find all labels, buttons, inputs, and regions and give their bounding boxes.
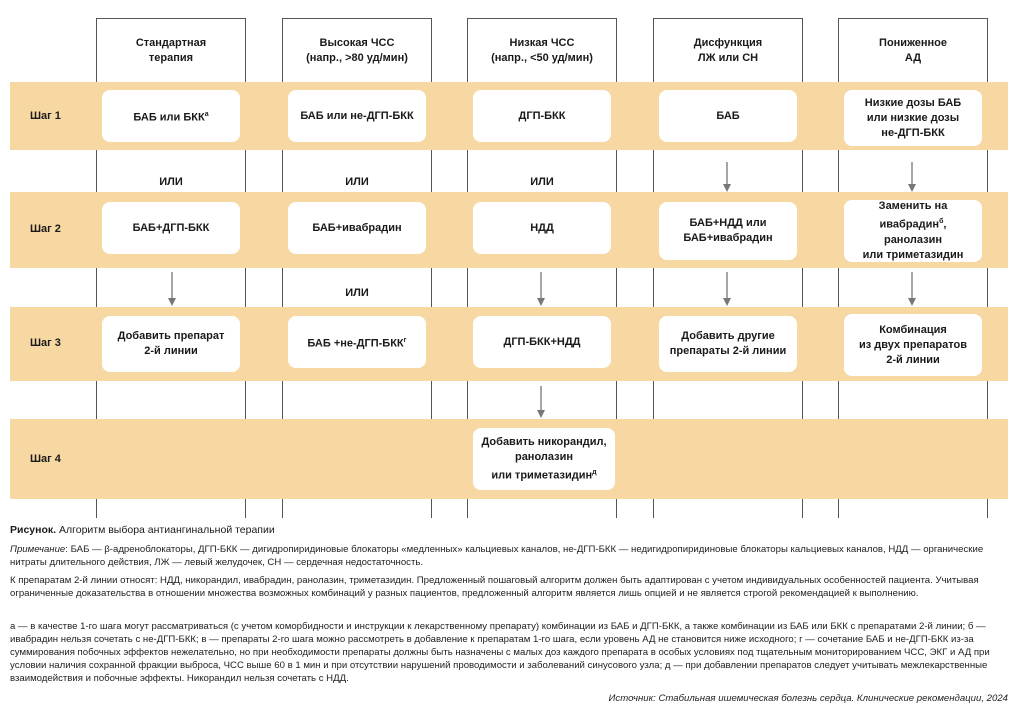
note-paragraph: Примечание: БАБ — β-адреноблокаторы, ДГП-БКК — дигидропиридиновые блокаторы «медленных» кальциевых каналов, не-ДГП-БКК — недигидропиридиновые блокаторы кальциевых каналов, НДД — органические нитраты длительного действия, ЛЖ — левый желудочек, СН — сердечная недостаточность. — [10, 544, 984, 568]
card-s2-low-bp: Заменить на ивабрадин$^б$, ранолазин или триметазидин — [844, 200, 982, 262]
card-s3-high-hr: БАБ $+не-ДГП-БКК^г$ — [288, 316, 426, 368]
card-s3-low-bp: Комбинация из двух препаратов 2-й линии — [844, 314, 982, 376]
column-header-high-hr: Высокая ЧСС (напр., >80 уд/мин) — [306, 37, 408, 64]
column-header-standard: Стандартная терапия — [135, 37, 207, 64]
card-s3-lv-dysfunction: Добавить другие препараты 2-й линии — [659, 316, 797, 372]
card-s4-low-hr: Добавить никорандил, ранолазин или триметазидин$^д$ — [473, 428, 615, 490]
or-label-s1-low-hr: ИЛИ — [530, 176, 554, 188]
card-s1-standard: БАБ или $БКК^а$ — [102, 90, 240, 142]
card-s3-standard: Добавить препарат 2-й линии — [102, 316, 240, 372]
column-header-lv-dysfunction: Дисфункция ЛЖ или СН — [693, 37, 763, 64]
figure-caption: Рисунок. Алгоритм выбора антиангинальной терапии — [10, 524, 275, 536]
or-label-s2-high-hr: ИЛИ — [345, 287, 369, 299]
card-s2-high-hr: БАБ+ивабрадин — [288, 202, 426, 254]
or-label-s1-standard: ИЛИ — [159, 176, 183, 188]
source-line: Источник: Стабильная ишемическая болезнь сердца. Клинические рекомендации, 2024 — [608, 693, 1008, 704]
card-s1-low-bp: Низкие дозы БАБ или низкие дозы не-ДГП-БКК — [844, 90, 982, 146]
second-line-paragraph: К препаратам 2-й линии относят: НДД, никорандил, ивабрадин, ранолазин, триметазидин. Предложенный пошаговый алгоритм должен быть адаптирован с учетом индивидуальных особенностей пациента. Учитывая ограниченные доказательства в отношении множества возможных комбинаций у разных пациентов, предложенный алгоритм является лишь опцией и не является строгой рекомендацией к выполнению. — [10, 575, 979, 599]
card-s3-low-hr: ДГП-БКК+НДД — [473, 316, 611, 368]
card-s1-lv-dysfunction: БАБ — [659, 90, 797, 142]
column-header-low-hr: Низкая ЧСС (напр., <50 уд/мин) — [491, 37, 593, 64]
or-label-s1-high-hr: ИЛИ — [345, 176, 369, 188]
card-s1-high-hr: БАБ или не-ДГП-БКК — [288, 90, 426, 142]
step-label-4: Шаг 4 — [30, 453, 61, 465]
footnotes-paragraph: а — в качестве 1-го шага могут рассматриваться (с учетом коморбидности и инструкции к лекарственному препарату) комбинации из БАБ и ДГП-БКК, а также комбинации из БАБ или БКК с препаратами 2-й линии; б — ивабрадин нельзя сочетать с не-ДГП-БКК; в — препараты 2-го шага можно рассмотреть в добавление к препаратам 1-го шага, если уровень АД не становится ниже исходного; г — сочетание БАБ и не-ДГП-БКК из-за суммирования побочных эффектов нежелательно, но при необходимости препараты должны быть назначены с малых доз каждого препарата в особых условиях под тщательным мониторированием ЧСС, ЭКГ и АД при условии наличия сохранной фракции выброса, ЧСС выше 60 в 1 мин и при отсутствии нарушений проводимости и заболеваний синусового узла; д — при добавлении препаратов следует учитывать межлекарственные взаимодействия и побочные эффекты. Никорандил нельзя сочетать с НДД. — [10, 621, 990, 684]
card-s1-low-hr: ДГП-БКК — [473, 90, 611, 142]
card-s2-lv-dysfunction: БАБ+НДД или БАБ+ивабрадин — [659, 202, 797, 260]
step-label-1: Шаг 1 — [30, 110, 61, 122]
card-s2-standard: БАБ+ДГП-БКК — [102, 202, 240, 254]
step-label-2: Шаг 2 — [30, 223, 61, 235]
step-label-3: Шаг 3 — [30, 337, 61, 349]
card-s2-low-hr: НДД — [473, 202, 611, 254]
column-header-low-bp: Пониженное АД — [879, 37, 947, 64]
